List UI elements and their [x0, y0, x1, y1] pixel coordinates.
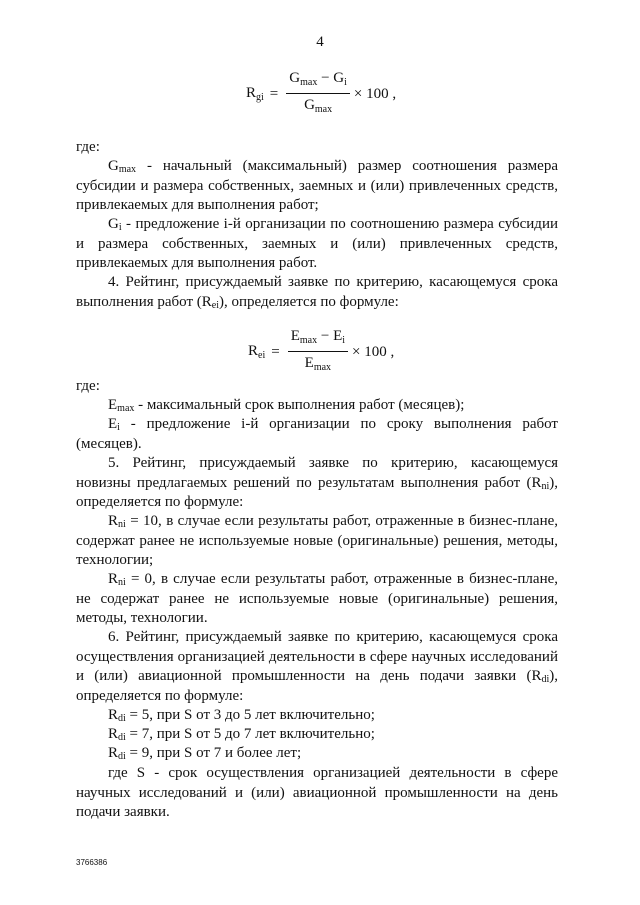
- where-label: где:: [76, 139, 100, 155]
- page-number: 4: [316, 34, 324, 50]
- where-label: где:: [76, 378, 100, 394]
- ei-definition: $E_i$ - предложение i-й организации по сроку выполнения работ (месяцев).: [76, 416, 558, 452]
- item-6-rule-7: $R_{di} = 7$, при S от 5 до 7 лет включительно;: [108, 726, 375, 743]
- gmax-definition: $G_{max}$ - начальный (максимальный) размер соотношения размера субсидии и размера собственных, заемных и (или) привлеченных средств, привлекаемых для выполнения работ;: [76, 158, 558, 213]
- formula-fraction: [286, 70, 350, 118]
- formula-lhs: $R_{gi}$: [246, 85, 264, 103]
- item-6-s-definition: где S - срок осуществления организацией деятельности в сфере научных исследований и (или) авиационной промышленности на день подачи заявки.: [76, 765, 558, 820]
- formula-lhs: $R_{ei}$: [248, 343, 266, 361]
- item-4-paragraph: 4. Рейтинг, присуждаемый заявке по критерию, касающемуся срока выполнения работ $(R_{ei})$, определяется по формуле:: [76, 274, 558, 311]
- formula-numerator: $E_{max} - E_i$: [288, 328, 348, 352]
- item-5-case-10: $R_{ni} = 10$, в случае если результаты работ, отраженные в бизнес-плане, содержат ранее не используемые новые (оригинальные) решения, методы, технологии;: [76, 513, 558, 568]
- emax-definition: $E_{max}$ - максимальный срок выполнения работ (месяцев);: [108, 397, 465, 414]
- formula-denominator: $E_{max}$: [304, 355, 332, 373]
- item-6-paragraph: 6. Рейтинг, присуждаемый заявке по критерию, касающемуся срока осуществления организацией деятельности в сфере научных исследований и (или) авиационной промышленности на день подачи заявки $(R_{di})$, определяется по формуле:: [76, 629, 558, 704]
- formula-numerator: $G_{max} - G_i$: [286, 70, 350, 94]
- gi-definition: $G_i$ - предложение i-й организации по соотношению размера субсидии и размера собственных, заемных и (или) привлеченных средств, привлекаемых для выполнения работ.: [76, 216, 558, 271]
- item-5-case-0: $R_{ni} = 0$, в случае если результаты работ, отраженные в бизнес-плане, не содержат ранее не используемые новые (оригинальные) решения, методы, технологии.: [76, 571, 558, 626]
- formula-rating-ei: $R_{ei}$ = $\frac{E_{max} - E_i}{E_{max}}$ × 100 ,: [248, 328, 394, 376]
- formula-tail: × 100 ,: [352, 343, 395, 360]
- item-6-rule-5: $R_{di} = 5$, при S от 3 до 5 лет включительно;: [108, 707, 375, 724]
- item-6-rule-9: $R_{di} = 9$, при S от 7 и более лет;: [108, 745, 302, 762]
- formula-fraction: [288, 328, 348, 376]
- item-5-paragraph: 5. Рейтинг, присуждаемый заявке по критерию, касающемуся новизны предлагаемых решений по результатам выполнения работ $(R_{ni})$, определяется по формуле:: [76, 455, 558, 510]
- document-code: 3766386: [76, 858, 108, 867]
- formula-denominator: $G_{max}$: [304, 97, 333, 115]
- formula-tail: × 100 ,: [353, 85, 397, 102]
- formula-rating-gi: $R_{gi}$ = $\frac{G_{max} - G_i}{G_{max}}$ × 100 ,: [246, 70, 396, 118]
